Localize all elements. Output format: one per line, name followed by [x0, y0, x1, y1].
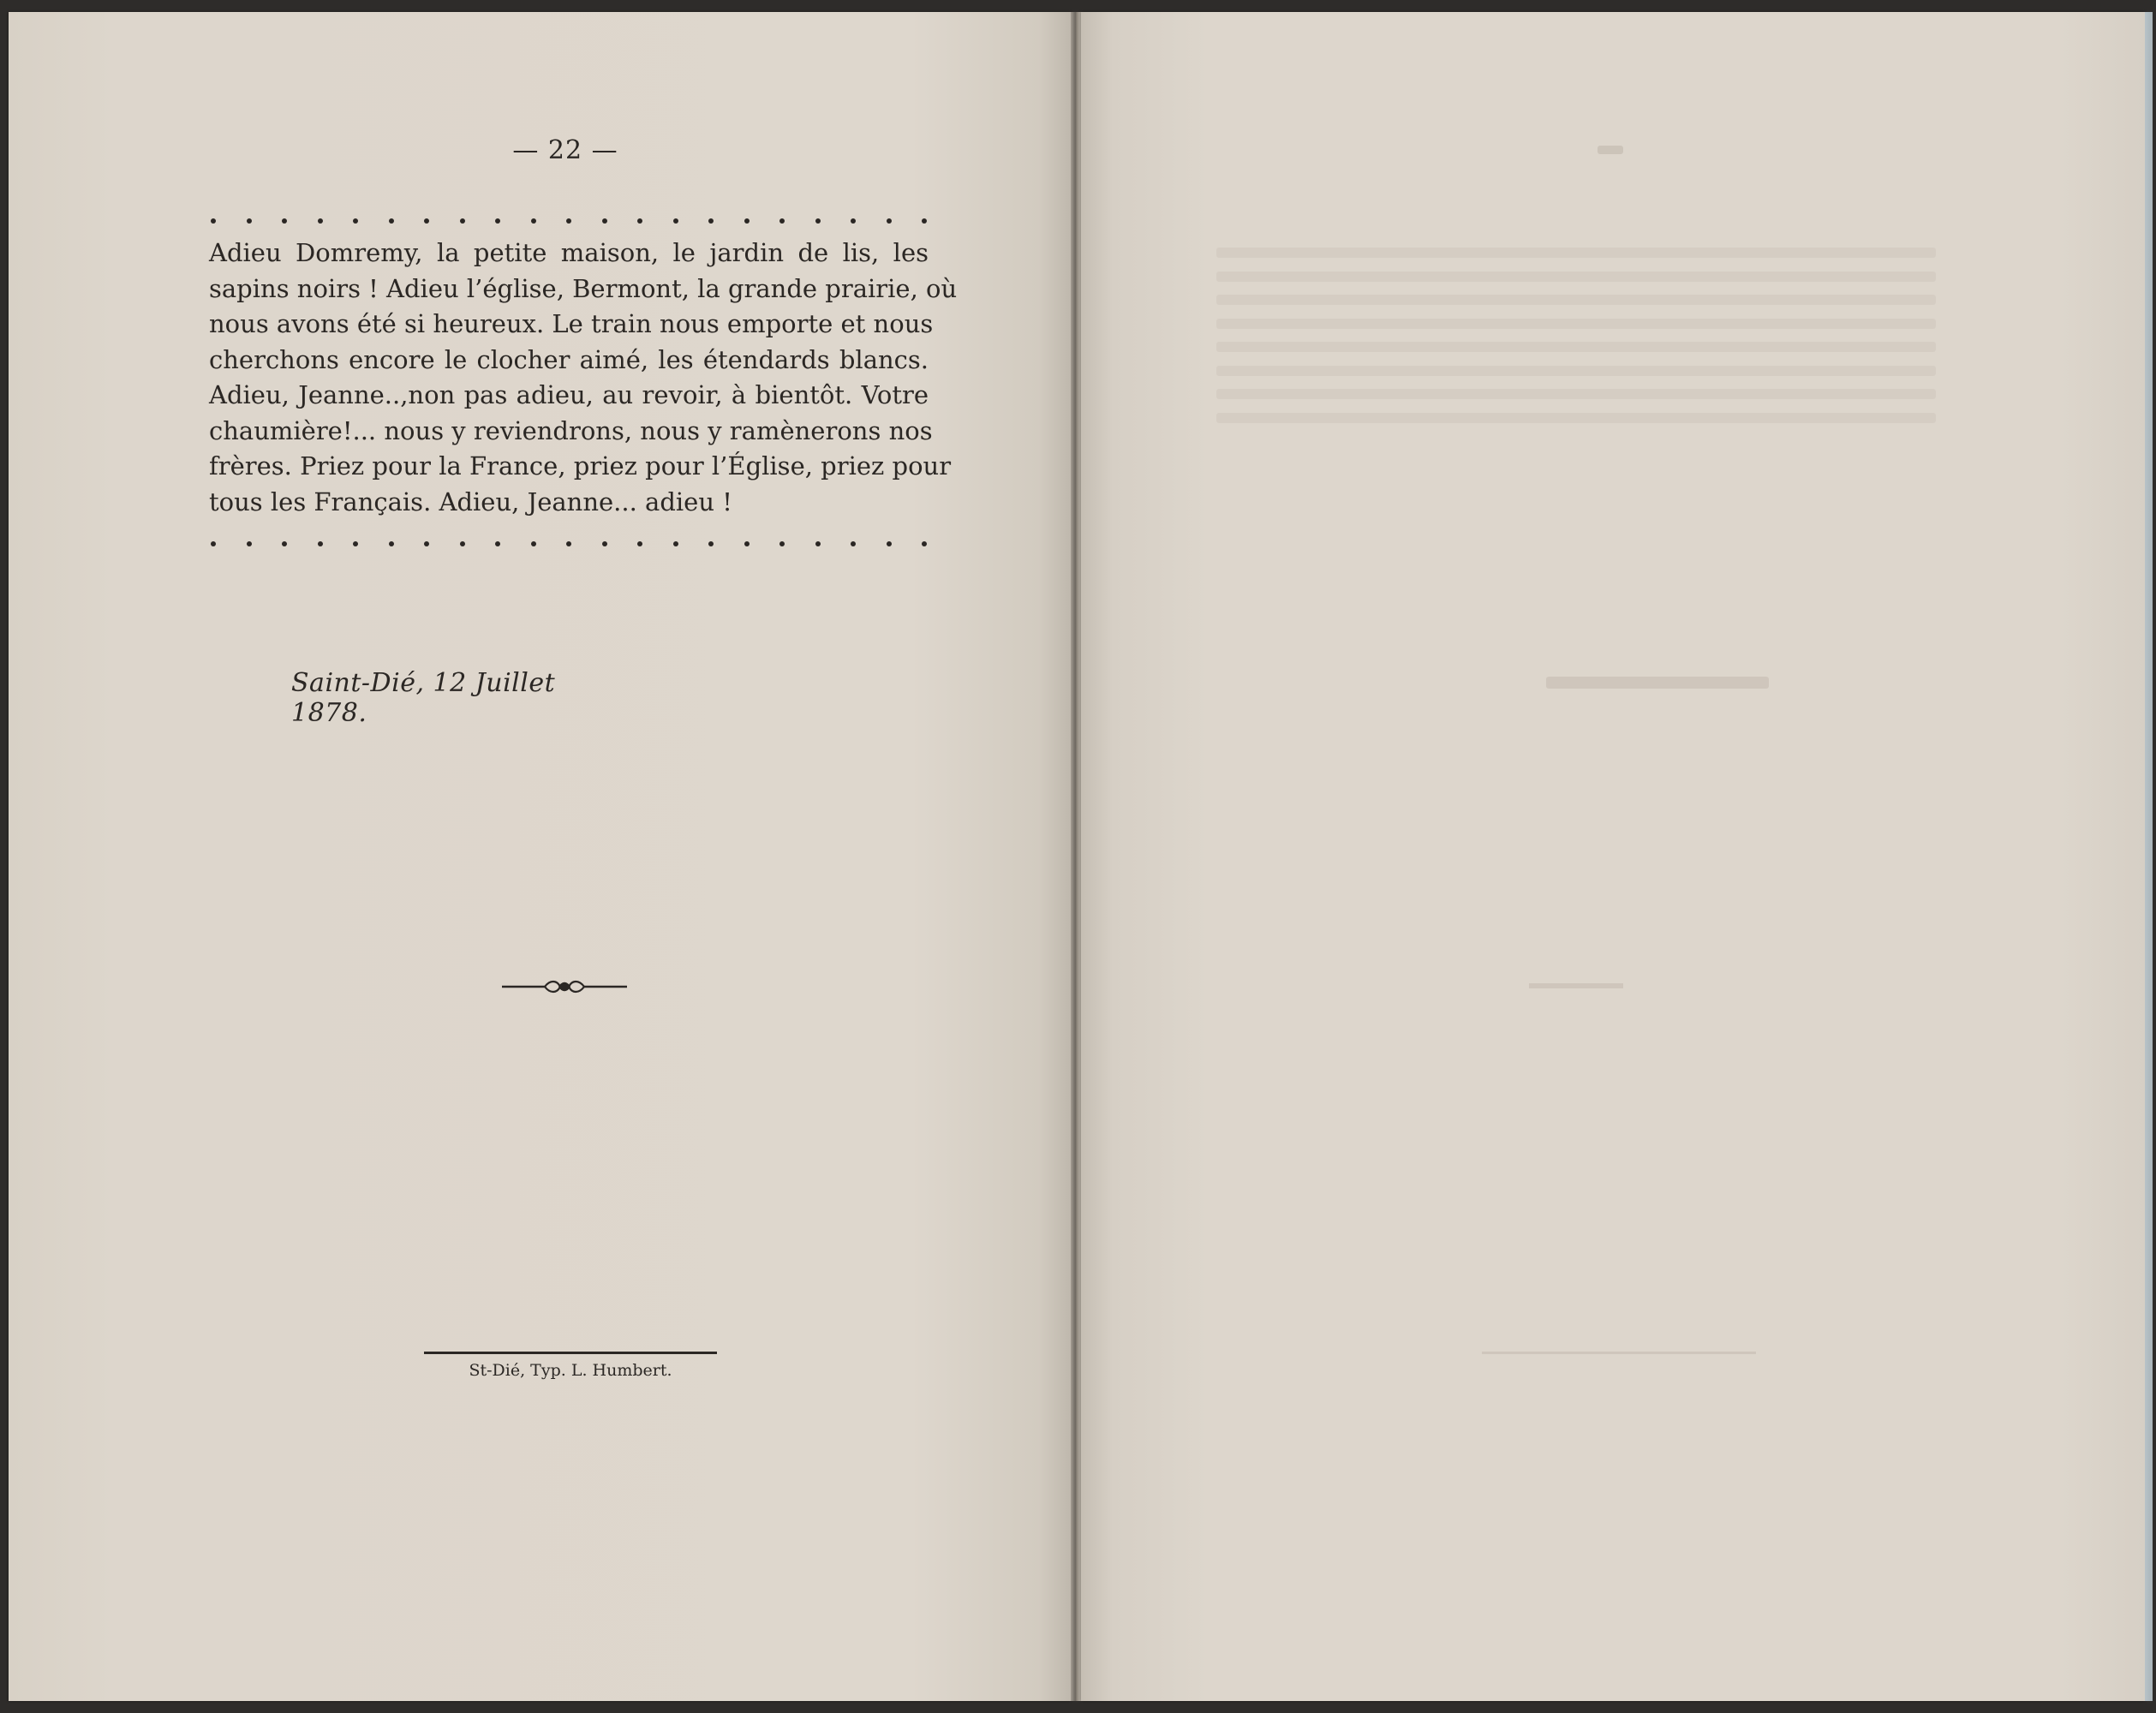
ellipsis-dot [922, 218, 927, 224]
ellipsis-dot [389, 218, 394, 224]
ornament-icon [502, 977, 627, 996]
ellipsis-dot [318, 541, 323, 546]
ellipsis-dot [282, 541, 287, 546]
ellipsis-dot [282, 218, 287, 224]
printer-colophon: St-Dié, Typ. L. Humbert. [469, 1361, 672, 1380]
page-edge [2145, 12, 2153, 1701]
text-line: sapins noirs ! Adieu l’église, Bermont, la grande prairie, où [209, 273, 958, 303]
ellipsis-row-bottom [211, 541, 927, 546]
ellipsis-dot [637, 541, 642, 546]
show-through-mark [1598, 146, 1623, 154]
place-date-signature: Saint-Dié, 12 Juillet 1878. [291, 668, 556, 728]
page-number: — 22 — [512, 135, 618, 165]
text-line: cherchons encore le clocher aimé, les étendards blancs. [209, 344, 929, 374]
ellipsis-dot [779, 541, 785, 546]
ellipsis-dot [566, 218, 571, 224]
ellipsis-dot [460, 541, 465, 546]
colophon-rule [424, 1352, 717, 1354]
ellipsis-dot [566, 541, 571, 546]
ellipsis-dot [247, 541, 252, 546]
ellipsis-dot [887, 218, 892, 224]
ellipsis-dot [211, 218, 216, 224]
ellipsis-dot [531, 218, 536, 224]
ellipsis-dot [815, 541, 821, 546]
ellipsis-dot [495, 218, 500, 224]
text-line: chaumière!... nous y reviendrons, nous y ramènerons nos [209, 415, 933, 445]
ellipsis-dot [779, 218, 785, 224]
ellipsis-dot [744, 218, 750, 224]
ellipsis-dot [887, 541, 892, 546]
show-through-mark [1482, 1352, 1756, 1354]
body-paragraph [209, 236, 958, 520]
ellipsis-dot [460, 218, 465, 224]
ellipsis-dot [531, 541, 536, 546]
text-line: frères. Priez pour la France, priez pour l’Église, priez pour [209, 451, 952, 480]
ellipsis-dot [318, 218, 323, 224]
text-line: tous les Français. Adieu, Jeanne... adieu ! [209, 486, 732, 516]
text-line: nous avons été si heureux. Le train nous emporte et nous [209, 309, 934, 338]
ellipsis-dot [602, 541, 607, 546]
ellipsis-dot [637, 218, 642, 224]
ellipsis-dot [247, 218, 252, 224]
show-through-mark [1546, 677, 1769, 689]
ellipsis-dot [673, 541, 678, 546]
ellipsis-dot [424, 218, 429, 224]
ellipsis-dot [744, 541, 750, 546]
ellipsis-dot [602, 218, 607, 224]
ellipsis-dot [708, 218, 714, 224]
ellipsis-dot [211, 541, 216, 546]
ellipsis-row-top [211, 218, 927, 224]
ellipsis-dot [673, 218, 678, 224]
text-line: Adieu Domremy, la petite maison, le jardin de lis, les [209, 238, 929, 267]
ellipsis-dot [922, 541, 927, 546]
ellipsis-dot [353, 541, 358, 546]
text-line: Adieu, Jeanne..,non pas adieu, au revoir, à bientôt. Votre [209, 380, 929, 409]
show-through-mark [1529, 983, 1623, 988]
ellipsis-dot [353, 218, 358, 224]
ellipsis-dot [389, 541, 394, 546]
book-gutter [1071, 12, 1081, 1701]
ellipsis-dot [815, 218, 821, 224]
ellipsis-dot [495, 541, 500, 546]
ellipsis-dot [851, 218, 856, 224]
ellipsis-dot [708, 541, 714, 546]
show-through-text [1216, 236, 1936, 518]
ellipsis-dot [851, 541, 856, 546]
ellipsis-dot [424, 541, 429, 546]
